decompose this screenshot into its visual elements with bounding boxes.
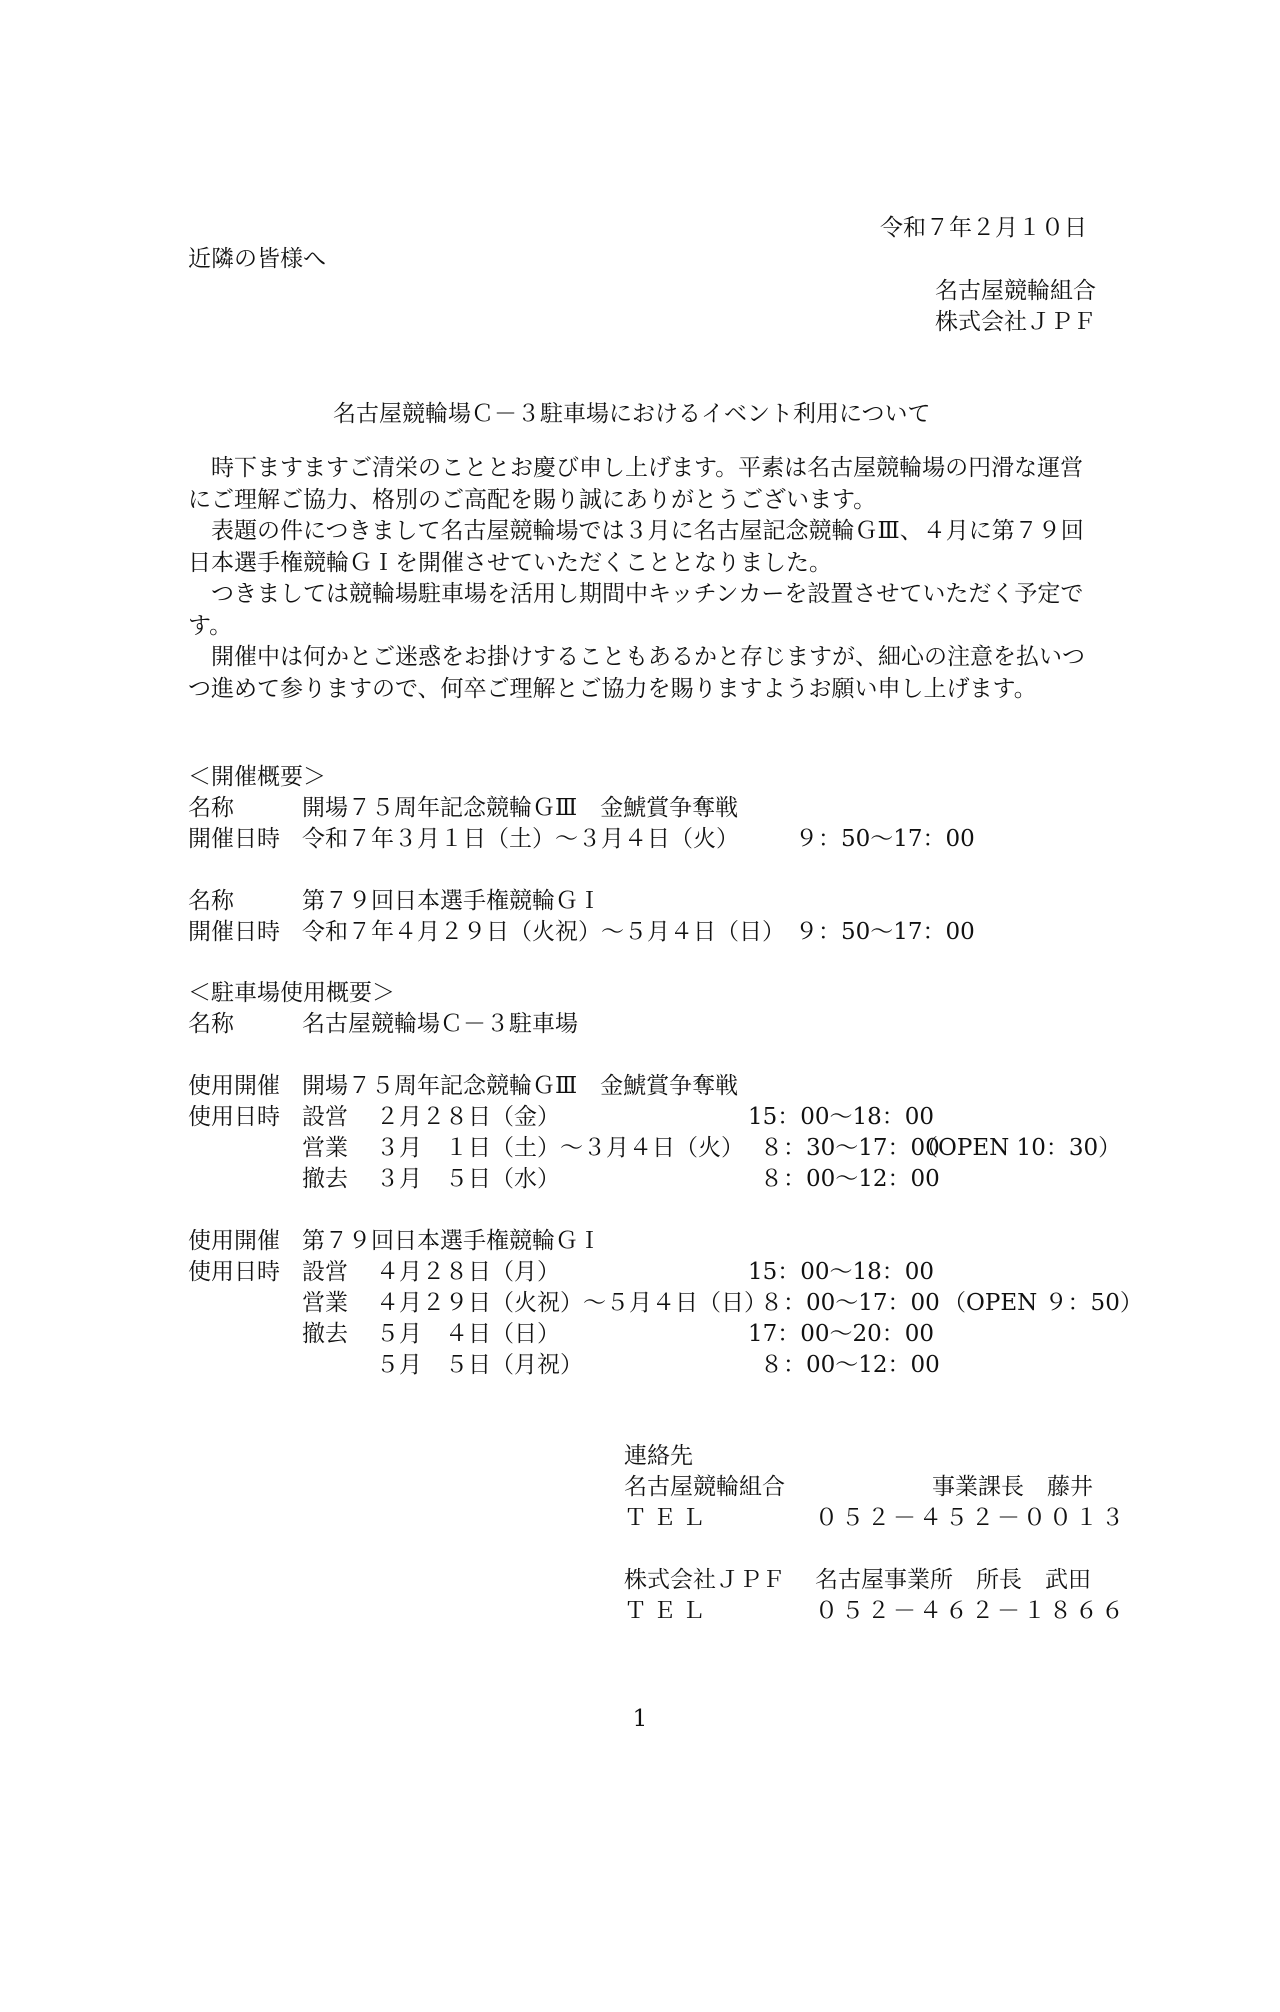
body-paragraph: 時下ますますご清栄のこととお慶び申し上げます。平素は名古屋競輪場の円滑な運営にご理解ご協力、格別のご高配を賜り誠にありがとうございます。 xyxy=(188,455,1084,513)
contact-heading: 連絡先 xyxy=(624,1443,693,1469)
contact-tel-1: ０５２－４５２－００１３ xyxy=(815,1505,1127,1531)
recipient: 近隣の皆様へ xyxy=(188,246,326,272)
issue-date: 令和７年２月１０日 xyxy=(880,215,1087,241)
body-paragraph: 表題の件につきまして名古屋競輪場では３月に名古屋記念競輪ＧⅢ、４月に第７９回日本選手権競輪ＧＩを開催させていただくこととなりました。 xyxy=(188,518,1084,576)
contact-org-1: 名古屋競輪組合 xyxy=(624,1474,785,1500)
sender-name-2: 株式会社ＪＰＦ xyxy=(935,309,1096,335)
contact-tel-2: ０５２－４６２－１８６６ xyxy=(815,1598,1127,1624)
sender-name-1: 名古屋競輪組合 xyxy=(935,278,1096,304)
contact-person-2: 名古屋事業所 所長 武田 xyxy=(815,1567,1091,1593)
contact-tel-label-2: ＴＥＬ xyxy=(624,1598,711,1624)
contact-tel-label-1: ＴＥＬ xyxy=(624,1505,711,1531)
document-page: 令和７年２月１０日 近隣の皆様へ 名古屋競輪組合 株式会社ＪＰＦ 名古屋競輪場Ｃ－３駐車場におけるイベント利用について 時下ますますご清栄のこととお慶び申し上げます。平素は名古屋競輪場の円滑な運営にご理解ご協力、格別のご高配を賜り誠にありがとうございます。 表題の件につきまして名古屋競輪場では３月に名古屋記念競輪ＧⅢ、４月に第７９回日本選手権競輪ＧＩを開催させていただくこととなりました。 つきましては競輪場駐車場を活用し期間中キッチンカーを設置させていただく予定です。 開催中は何かとご迷惑をお掛けすることもあるかと存じますが、細心の注意を払いつつ進めて参りますので、何卒ご理解とご協力を賜りますようお願い申し上げます。 ＜開催概要＞ 名称 開場７５周年記念競輪ＧⅢ 金鯱賞争奪戦 開催日時 令和７年３月１日（土）～３月４日（火） ９：50～17：00 名称 第７９回日本選手権競輪ＧＩ 開催日時 令和７年４月２９日（火祝）～５月４日（日） ９：50～17：00 ＜駐車場使用概要＞ 名称 名古屋競輪場Ｃ－３駐車場 使用開催 開場７５周年記念競輪ＧⅢ 金鯱賞争奪戦 使用日時 設営 ２月２８日（金） 15：00～18：00 営業 ３月 １日（土）～３月４日（火） ８：30～17：00 （OPEN 10：30） 撤去 ３月 ５日（水） ８：00～12：00 使用開催 第７９回日本選手権競輪ＧＩ 使用日時 設営 ４月２８日（月） 15：00～18：00 営業 ４月２９日（火祝）～５月４日（日） ８：00～17：00 （OPEN ９：50） 撤去 ５月 ４日（日） 17：00～20：00 ５月 ５日（月祝） ８：00～12：00 連絡先 名古屋競輪組合 事業課長 藤井 ＴＥＬ ０５２－４５２－００１３ 株式会社ＪＰＦ 名古屋事業所 所長 武田 ＴＥＬ ０５２－４６２－１８６６ 1 xyxy=(0,0,1280,2012)
body-text xyxy=(188,453,1100,705)
contact-person-1: 事業課長 藤井 xyxy=(932,1474,1093,1500)
body-paragraph: つきましては競輪場駐車場を活用し期間中キッチンカーを設置させていただく予定です。 xyxy=(188,581,1084,639)
document-title: 名古屋競輪場Ｃ－３駐車場におけるイベント利用について xyxy=(333,401,931,427)
page-number: 1 xyxy=(632,1706,648,1732)
body-paragraph: 開催中は何かとご迷惑をお掛けすることもあるかと存じますが、細心の注意を払いつつ進めて参りますので、何卒ご理解とご協力を賜りますようお願い申し上げます。 xyxy=(188,644,1085,702)
contact-org-2: 株式会社ＪＰＦ xyxy=(624,1567,785,1593)
